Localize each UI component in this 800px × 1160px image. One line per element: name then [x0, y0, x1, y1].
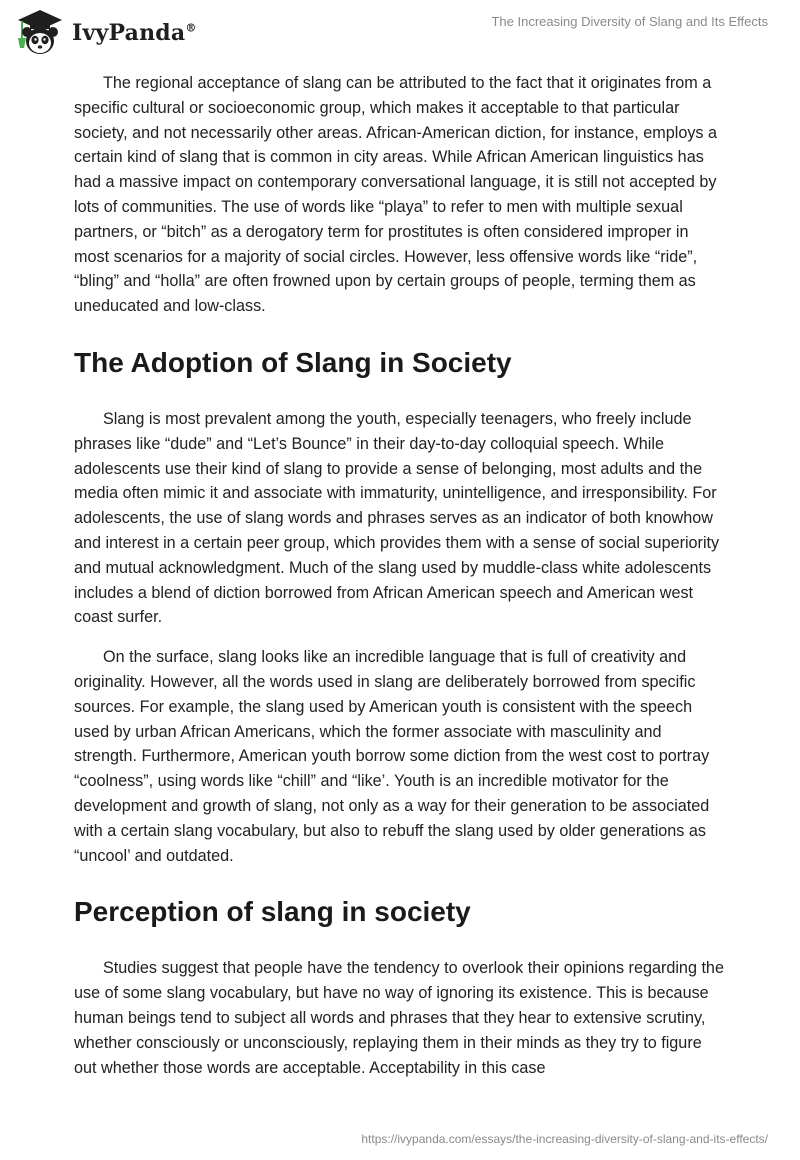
document-title: The Increasing Diversity of Slang and Its Effects	[491, 14, 768, 29]
paragraph: The regional acceptance of slang can be attributed to the fact that it originates from a specific cultural or socioeconomic group, which makes it acceptable to that particular society, and not necessarily other areas. African-American diction, for instance, employs a certain kind of slang that is common in city areas. While African American linguistics has had a massive impact on contemporary conversational language, it is still not accepted by lots of communities. The use of words like “playa” to refer to men with multiple sexual partners, or “bitch” as a derogatory term for prostitutes is often considered improper in most scenarios for a majority of social circles. However, less offensive words like “ride”, “bling” and “holla” are often frowned upon by certain groups of people, terming them as uneducated and low-class.	[74, 74, 718, 316]
section-heading: The Adoption of Slang in Society	[74, 346, 512, 378]
brand-logo[interactable]	[14, 8, 197, 58]
paragraph: Slang is most prevalent among the youth, especially teenagers, who freely include phrases like “dude” and “Let’s Bounce” in their day-to-day colloquial speech. While adolescents use their kind of slang to provide a sense of belonging, most adults and the media often mimic it and associate with immaturity, unintelligence, and irresponsibility. For adolescents, the use of slang words and phrases serves as an indicator of both knowhow and interest in a certain peer group, which provides them with a sense of social superiority and mutual acknowledgment. Much of the slang used by muddle-class white adolescents includes a blend of diction borrowed from African American speech and American west coast surfer.	[74, 409, 720, 627]
page-header	[0, 0, 800, 64]
source-url[interactable]: https://ivypanda.com/essays/the-increasing-diversity-of-slang-and-its-effects/	[361, 1132, 768, 1146]
article-content	[74, 71, 726, 1095]
brand-name: IvyPanda®	[72, 20, 197, 46]
paragraph: Studies suggest that people have the tendency to overlook their opinions regarding the use of some slang vocabulary, but have no way of ignoring its existence. This is because human beings tend to subject all words and phrases that they hear to extensive scrutiny, whether consciously or unconsciously, replaying them in their minds as they try to figure out whether those words are acceptable. Acceptability in this case	[74, 959, 724, 1077]
paragraph: On the surface, slang looks like an incredible language that is full of creativity and originality. However, all the words used in slang are deliberately borrowed from specific sources. For example, the slang used by American youth is consistent with the speech used by urban African Americans, which the former associate with masculinity and strength. Furthermore, American youth borrow some diction from the west cost to portray “coolness”, using words like “chill” and “like’. Youth is an incredible motivator for the development and growth of slang, not only as a way for their generation to be associated with a certain slang vocabulary, but also to rebuff the slang used by older generations as “uncool’ and outdated.	[74, 648, 710, 865]
panda-graduate-logo-icon	[14, 8, 66, 58]
section-heading: Perception of slang in society	[74, 896, 471, 928]
